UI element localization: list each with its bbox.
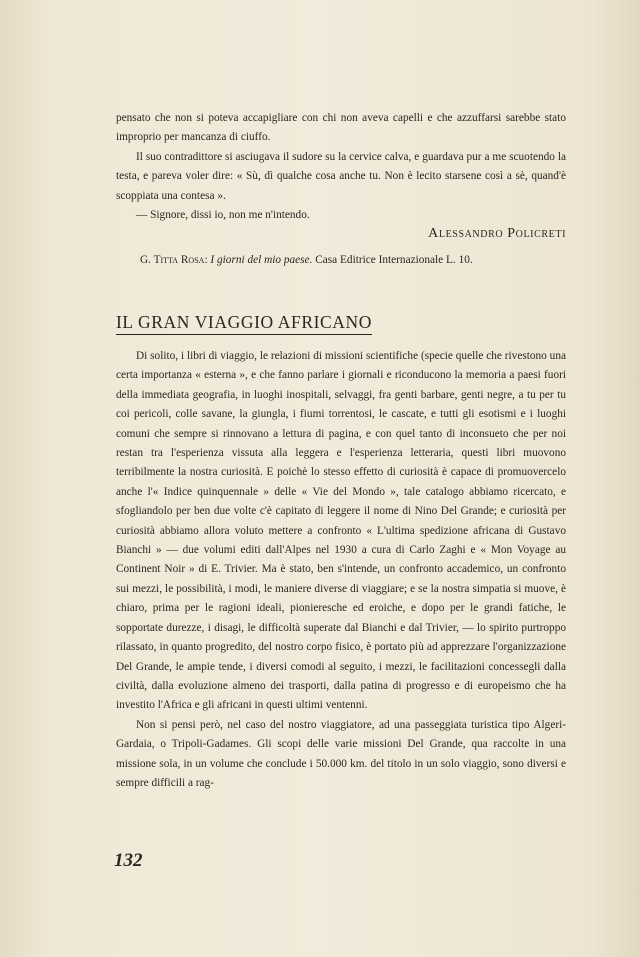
section-title: IL GRAN VIAGGIO AFRICANO (116, 312, 372, 335)
article-author: Alessandro Policreti (428, 226, 566, 241)
paragraph: Il suo contradittore si asciugava il sudore su la cervice calva, e guardava pur a me scuotendo la testa, e pareva voler dire: « Sù, dì qualche cosa anche tu. Non è lecito starsene così a sè, quand'è scoppiata una contesa ». (116, 150, 566, 202)
section-body (116, 347, 566, 793)
bibliography-publisher: Casa Editrice Internazionale L. 10. (315, 254, 473, 266)
bibliography-note (140, 251, 570, 270)
paragraph: Non si pensi però, nel caso del nostro viaggiatore, ad una passeggiata turistica tipo Algeri-Gardaia, o Tripoli-Gadames. Gli scopi delle varie missioni Del Grande, qua raccolte in una missione sola, in un volume che conclude i 50.000 km. del titolo in un solo viaggio, sono diversi e sempre difficili a rag- (116, 718, 566, 789)
paragraph: pensato che non si poteva accapigliare con chi non aveva capelli e che azzuffarsi sarebbe stato improprio per mancanza di ciuffo. (116, 112, 566, 144)
bibliography-title: I giorni del mio paese. (210, 254, 313, 266)
page-number: 132 (114, 850, 143, 871)
previous-article-text (116, 109, 566, 225)
bibliography-author: G. Titta Rosa: (140, 254, 208, 266)
paragraph: — Signore, dissi io, non me n'intendo. (136, 209, 310, 222)
paragraph: Di solito, i libri di viaggio, le relazioni di missioni scientifiche (specie quelle che rivestono una certa importanza « esterna », e che fanno parlare i giornali e riconducono la memoria a paesi fuori della immediata geografia, in luoghi inospitali, selvaggi, fra genti barbare, genti negre, a tu per tu coi pericoli, colle savane, la giungla, i fiumi torrentosi, le cascate, e tutti gli esotismi e i luoghi comuni che sempre si rinnovano a lettura di pagina, e con quel tanto di inconsueto che per noi restan tra l'esperienza vissuta alla leggera e l'esperienza letteraria, questi libri muovono terribilmente la nostra curiosità. E poichè lo stesso effetto di curiosità è capace di promuovercelo anche l'« Indice quinquennale » delle « Vie del Mondo », tale catalogo abbiamo ricercato, e sfogliandolo per ben due volte c'è capitato di leggere il nome di Nino Del Grande; e curiosità per curiosità abbiamo allora voluto mettere a confronto « L'ultima spedizione africana di Gustavo Bianchi » — due volumi editi dall'Alpes nel 1930 a cura di Carlo Zaghi e « Mon Voyage au Continent Noir » di E. Trivier. Ma è stato, ben s'intende, un confronto accademico, un confronto sui mezzi, le possibilità, i modi, le maniere diverse di viaggiare; e se la nostra simpatia si muove, è chiaro, prima per le ragioni ideali, pionieresche ed eroiche, e dopo per le grandi fatiche, le sopportate durezze, i disagi, le difficoltà superate dal Bianchi e dal Trivier, — lo spirito purtroppo rilassato, in quanto progredito, del nostro corpo fisico, è portato più ad apprezzare l'organizzazione Del Grande, le ampie tende, i diversi comodi al seguito, i mezzi, le facilitazioni concessegli dalla civiltà, dalla evoluzione almeno dei trasporti, dalla patina di progresso e di europeismo che ha investito l'Africa e gli africani in questi ultimi ventenni. (116, 350, 566, 712)
